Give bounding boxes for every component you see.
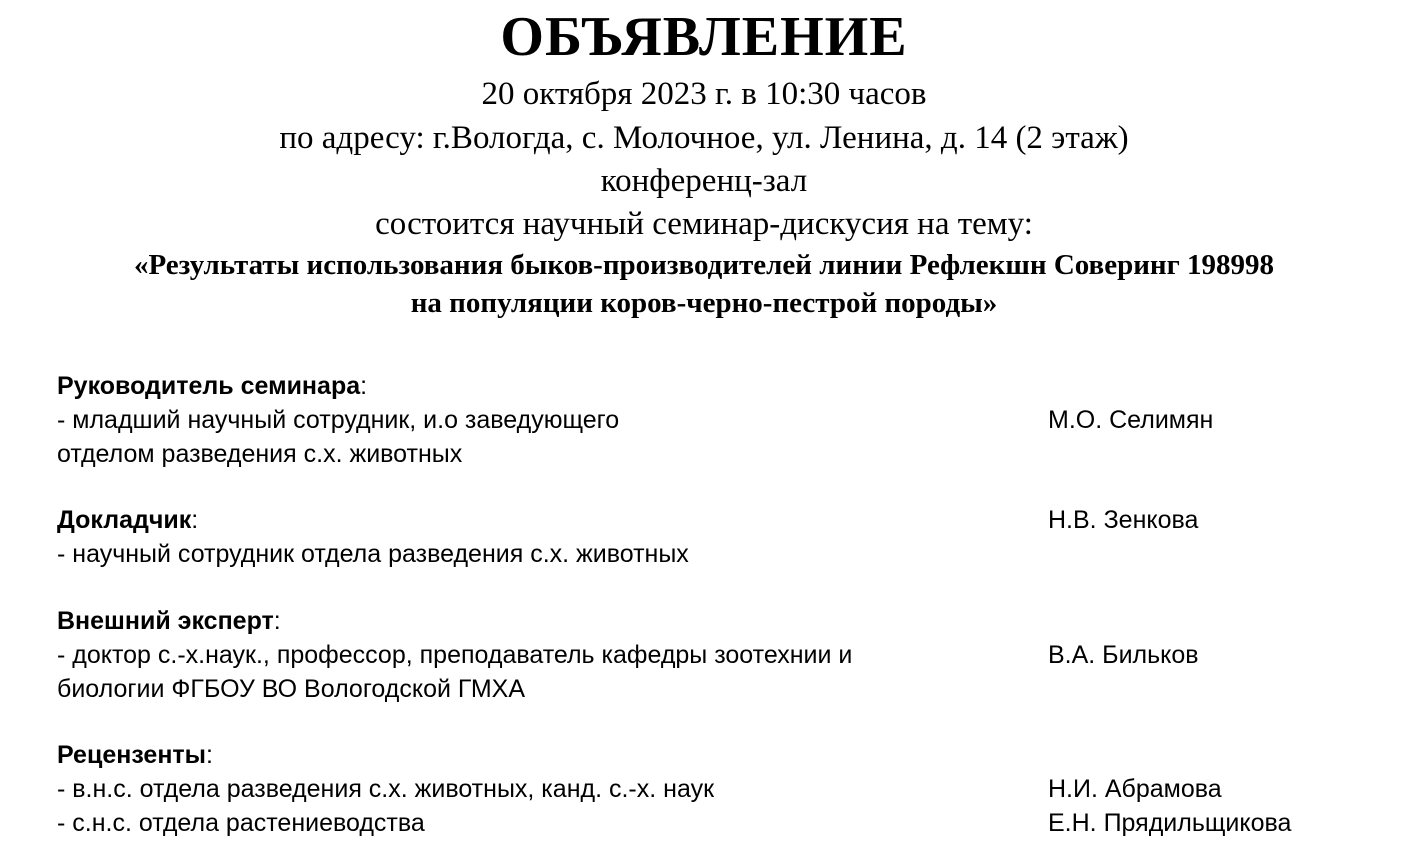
section-heading: [57, 604, 1387, 638]
section-row: [57, 638, 1387, 672]
person-name: М.О. Селимян: [1048, 406, 1214, 434]
address-line: по адресу: г.Вологда, с. Молочное, ул. Ленина, д. 14 (2 этаж): [279, 120, 1129, 156]
person-name: Е.Н. Прядильщикова: [1048, 809, 1292, 837]
section-colon: :: [360, 372, 368, 400]
section-label: Внешний эксперт: [57, 607, 274, 635]
person-name: Н.В. Зенкова: [1048, 506, 1199, 534]
page-title: ОБЪЯВЛЕНИЕ: [500, 6, 908, 68]
section-expert: [57, 604, 1387, 706]
section-row: [57, 403, 1387, 437]
role-text: биологии ФГБОУ ВО Вологодской ГМХА: [57, 675, 526, 703]
section-colon: :: [206, 741, 213, 769]
section-row: [57, 806, 1387, 840]
role-text: - с.н.с. отдела растениеводства: [57, 809, 425, 837]
role-text: - научный сотрудник отдела разведения с.х. животных: [57, 540, 689, 568]
section-label: Рецензенты: [57, 741, 207, 769]
section-row: [57, 537, 1387, 571]
person-name: В.А. Бильков: [1048, 641, 1199, 669]
section-row: [57, 672, 1387, 706]
person-name: Н.И. Абрамова: [1048, 775, 1222, 803]
section-colon: :: [191, 506, 199, 534]
role-text: - младший научный сотрудник, и.о заведующего: [57, 406, 620, 434]
role-text: - доктор с.-х.наук., профессор, преподаватель кафедры зоотехнии и: [57, 641, 853, 669]
section-row: [57, 772, 1387, 806]
role-text: - в.н.с. отдела разведения с.х. животных, канд. с.-х. наук: [57, 775, 715, 803]
role-text: отделом разведения с.х. животных: [57, 440, 463, 468]
section-colon: :: [273, 607, 281, 635]
section-heading: [57, 369, 1387, 403]
section-head: [57, 369, 1387, 471]
section-reviewers: [57, 738, 1387, 840]
room-line: конференц-зал: [600, 163, 808, 199]
section-speaker: [57, 503, 1387, 571]
date-line: 20 октября 2023 г. в 10:30 часов: [481, 76, 927, 112]
section-row: [57, 437, 1387, 471]
section-heading: [57, 738, 1387, 772]
topic-line-2: на популяции коров-черно-пестрой породы»: [410, 287, 998, 319]
section-label: Руководитель семинара: [57, 372, 361, 400]
section-label: Докладчик: [57, 506, 192, 534]
topic-line-1: «Результаты использования быков-производителей линии Рефлекшн Соверинг 198998: [133, 249, 1275, 281]
event-line: состоится научный семинар-дискусия на тему:: [375, 206, 1033, 242]
section-heading: [57, 503, 1387, 537]
